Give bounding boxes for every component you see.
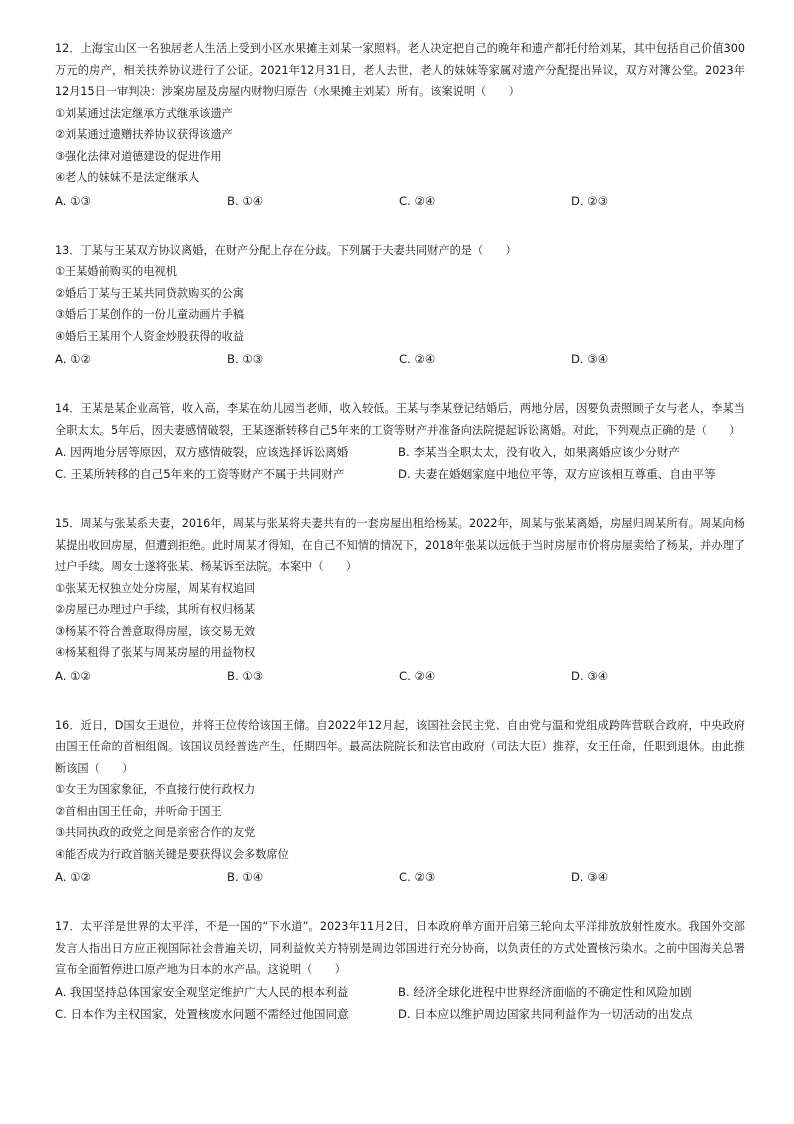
statement-item: ③强化法律对道德建设的促进作用 [55,149,222,163]
choice-c[interactable]: C. ②④ [399,193,436,208]
answer-choices [55,665,745,687]
question-17 [55,916,745,1025]
answer-choices [55,441,745,485]
question-14 [55,398,745,485]
choice-c[interactable]: C. ②④ [399,668,436,683]
choice-b[interactable]: B. ①③ [227,668,264,683]
question-16 [55,715,745,889]
question-stem: 15．周某与张某系夫妻，2016年，周某与张某将夫妻共有的一套房屋出租给杨某。2022年，周某与张某离婚，房屋归周某所有。周某向杨某提出收回房屋，但遭到拒绝。此时周某才得知，在自己不知情的情况下，2018年张某以远低于当时房屋市价将房屋卖给了杨某，并办理了过户手续。周女士遂将张某、杨某诉至法院。本案中（ ） [55,517,745,573]
question-stem: 12．上海宝山区一名独居老人生活上受到小区水果摊主刘某一家照料。老人决定把自己的晚年和遗产都托付给刘某，其中包括自己价值300万元的房产，相关扶养协议进行了公证。2021年12月31日，老人去世，老人的妹妹等家属对遗产分配提出异议，双方对簿公堂。2023年12月15日一审判决：涉案房屋及房屋内财物归原告（水果摊主刘某）所有。该案说明（ ） [55,42,745,98]
statement-item: ③共同执政的政党之间是亲密合作的友党 [55,826,256,839]
statement-item: ④老人的妹妹不是法定继承人 [55,171,200,184]
question-stem: 14．王某是某企业高管，收入高，李某在幼儿园当老师，收入较低。王某与李某登记结婚后，两地分居，因要负责照顾子女与老人，李某当全职太太。5年后，因夫妻感情破裂，王某逐渐转移自己5年来的工资等财产并准备向法院提起诉讼离婚。对此，下列观点正确的是（ ） [55,402,745,437]
statement-item: ①女王为国家象征，不直接行使行政权力 [55,783,256,796]
choice-d[interactable]: D. ③④ [571,668,609,683]
answer-choices [55,190,745,212]
statement-item: ①王某婚前购买的电视机 [55,265,177,278]
question-13 [55,240,745,371]
choice-c[interactable]: C. 王某所转移的自己5年来的工资等财产不属于共同财产 [55,467,345,481]
exam-page [55,38,745,1053]
question-15 [55,513,745,687]
statement-item: ③杨某不符合善意取得房屋，该交易无效 [55,624,256,638]
statement-item: ④杨某租得了张某与周某房屋的用益物权 [55,646,256,659]
statement-item: ④能否成为行政首脑关键是要获得议会多数席位 [55,847,289,861]
question-stem: 13．丁某与王某双方协议离婚，在财产分配上存在分歧。下列属于夫妻共同财产的是（ ） [55,243,517,257]
statement-item: ③婚后丁某创作的一份儿童动画片手稿 [55,308,245,321]
choice-a[interactable]: A. ①② [55,870,91,884]
statement-item: ④婚后王某用个人资金炒股获得的收益 [55,329,245,343]
statement-item: ②婚后丁某与王某共同贷款购买的公寓 [55,286,245,300]
choice-c[interactable]: C. 日本作为主权国家，处置核废水问题不需经过他国同意 [55,1006,349,1021]
statement-item: ①张某无权独立处分房屋，周某有权追回 [55,581,256,595]
answer-choices [55,348,745,370]
choice-d[interactable]: D. 日本应以维护周边国家共同利益作为一切活动的出发点 [398,1006,693,1021]
choice-a[interactable]: A. ①② [55,352,91,366]
question-12 [55,38,745,212]
question-stem: 16．近日，D国女王退位，并将王位传给该国王储。自2022年12月起，该国社会民主党、自由党与温和党组成跨阵营联合政府，中央政府由国王任命的首相组阁。该国议员经普选产生，任期四年。最高法院院长和法官由政府（司法大臣）推荐，女王任命，任职到退休。由此推断该国（ ） [55,718,745,775]
answer-choices [55,866,745,888]
choice-a[interactable]: A. ①② [55,668,91,683]
statement-item: ①刘某通过法定继承方式继承该遗产 [55,106,233,120]
choice-d[interactable]: D. ②③ [571,193,609,208]
question-stem: 17．太平洋是世界的太平洋，不是一国的“下水道”。2023年11月2日，日本政府单方面开启第三轮向太平洋排放放射性废水。我国外交部发言人指出日方应正视国际社会普遍关切，同利益攸关方特别是周边邻国进行充分协商，以负责任的方式处置核污染水。之前中国海关总署宣布全面暂停进口原产地为日本的水产品。这说明（ ） [55,920,745,976]
choice-b[interactable]: B. ①④ [227,193,264,208]
choice-c[interactable]: C. ②④ [399,352,436,366]
statement-item: ②首相由国王任命，并听命于国王 [55,804,222,818]
choice-b[interactable]: B. 经济全球化进程中世界经济面临的不确定性和风险加剧 [398,984,692,999]
choice-b[interactable]: B. 李某当全职太太，没有收入，如果离婚应该少分财产 [398,445,680,459]
choice-d[interactable]: D. ③④ [571,352,609,366]
choice-a[interactable]: A. 我国坚持总体国家安全观坚定维护广大人民的根本利益 [55,984,349,999]
answer-choices [55,981,745,1025]
choice-d[interactable]: D. ③④ [571,870,609,884]
choice-a[interactable]: A. ①③ [55,193,91,208]
choice-b[interactable]: B. ①③ [227,352,264,366]
choice-d[interactable]: D. 夫妻在婚姻家庭中地位平等，双方应该相互尊重、自由平等 [398,467,716,481]
choice-a[interactable]: A. 因两地分居等原因，双方感情破裂，应该选择诉讼离婚 [55,445,349,459]
statement-item: ②房屋已办理过户手续，其所有权归杨某 [55,603,256,616]
choice-b[interactable]: B. ①④ [227,870,264,884]
statement-item: ②刘某通过遗赠扶养协议获得该遗产 [55,128,233,141]
choice-c[interactable]: C. ②③ [399,870,436,884]
